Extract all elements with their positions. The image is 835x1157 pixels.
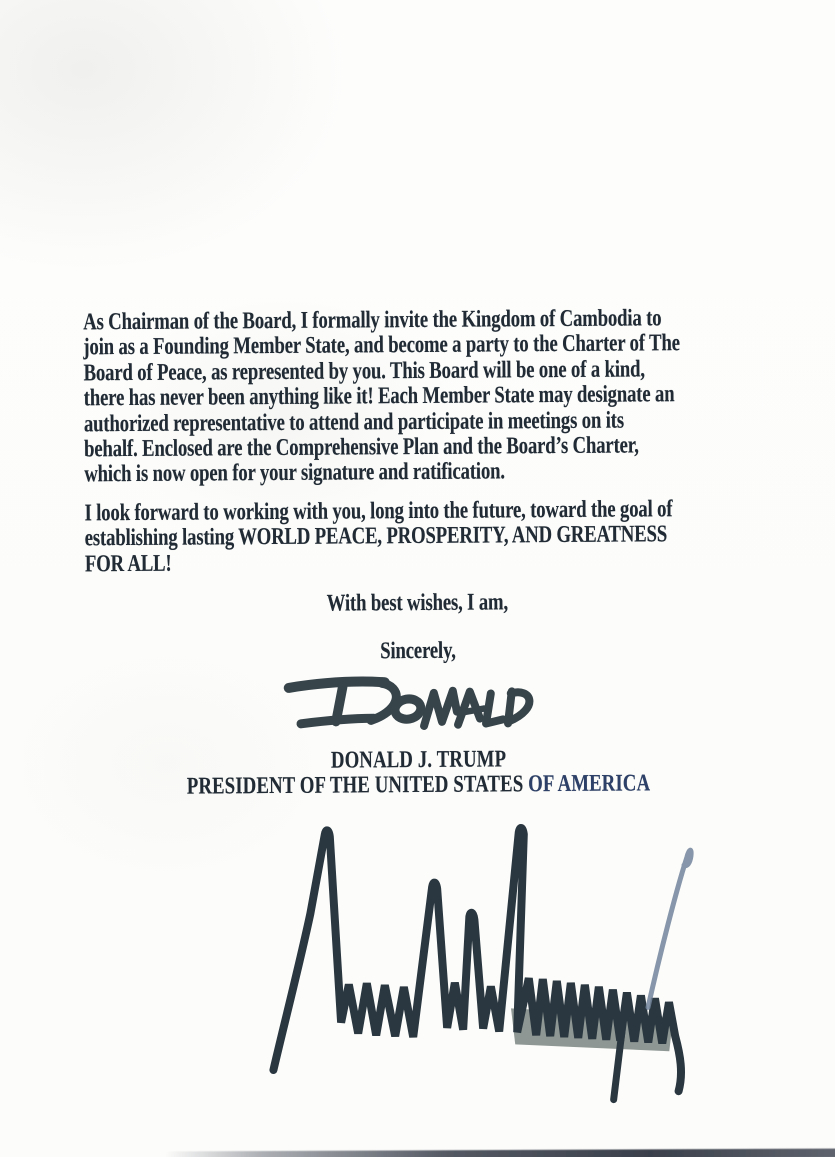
closing-line <box>0 587 835 619</box>
closing-text: With best wishes, I am, <box>326 589 509 617</box>
signer-title-line <box>1 769 835 801</box>
marker-strokes <box>289 680 530 726</box>
signoff-line <box>0 635 835 667</box>
signer-title-suffix: OF AMERICA <box>528 770 651 798</box>
body-paragraph-1: As Chairman of the Board, I formally invite the Kingdom of Cambodia to join as a Founding Member State, and become a party to the Charter of The Board of Peace, as represented by you. This Board will be one of a kind, there has never been anything like it! Each Member State may designate an authorized representative to attend and participate in meetings on its behalf. Enclosed are the Comprehensive Plan and the Board’s Charter, which is now open for your signature and ratification. <box>83 305 680 488</box>
trump-signature <box>264 815 708 1114</box>
body-paragraph-2: I look forward to working with you, long into the future, toward the goal of establishing lasting WORLD PEACE, PROSPERITY, AND GREATNESS FOR ALL! <box>84 496 673 578</box>
signoff-text: Sincerely, <box>380 637 456 665</box>
signer-name: DONALD J. TRUMP <box>331 746 507 774</box>
handwritten-donald-marker <box>281 665 572 749</box>
signature-faded-upstroke <box>647 850 692 1007</box>
signer-title-prefix: PRESIDENT OF THE UNITED STATES <box>187 771 529 800</box>
signer-title <box>187 770 651 799</box>
